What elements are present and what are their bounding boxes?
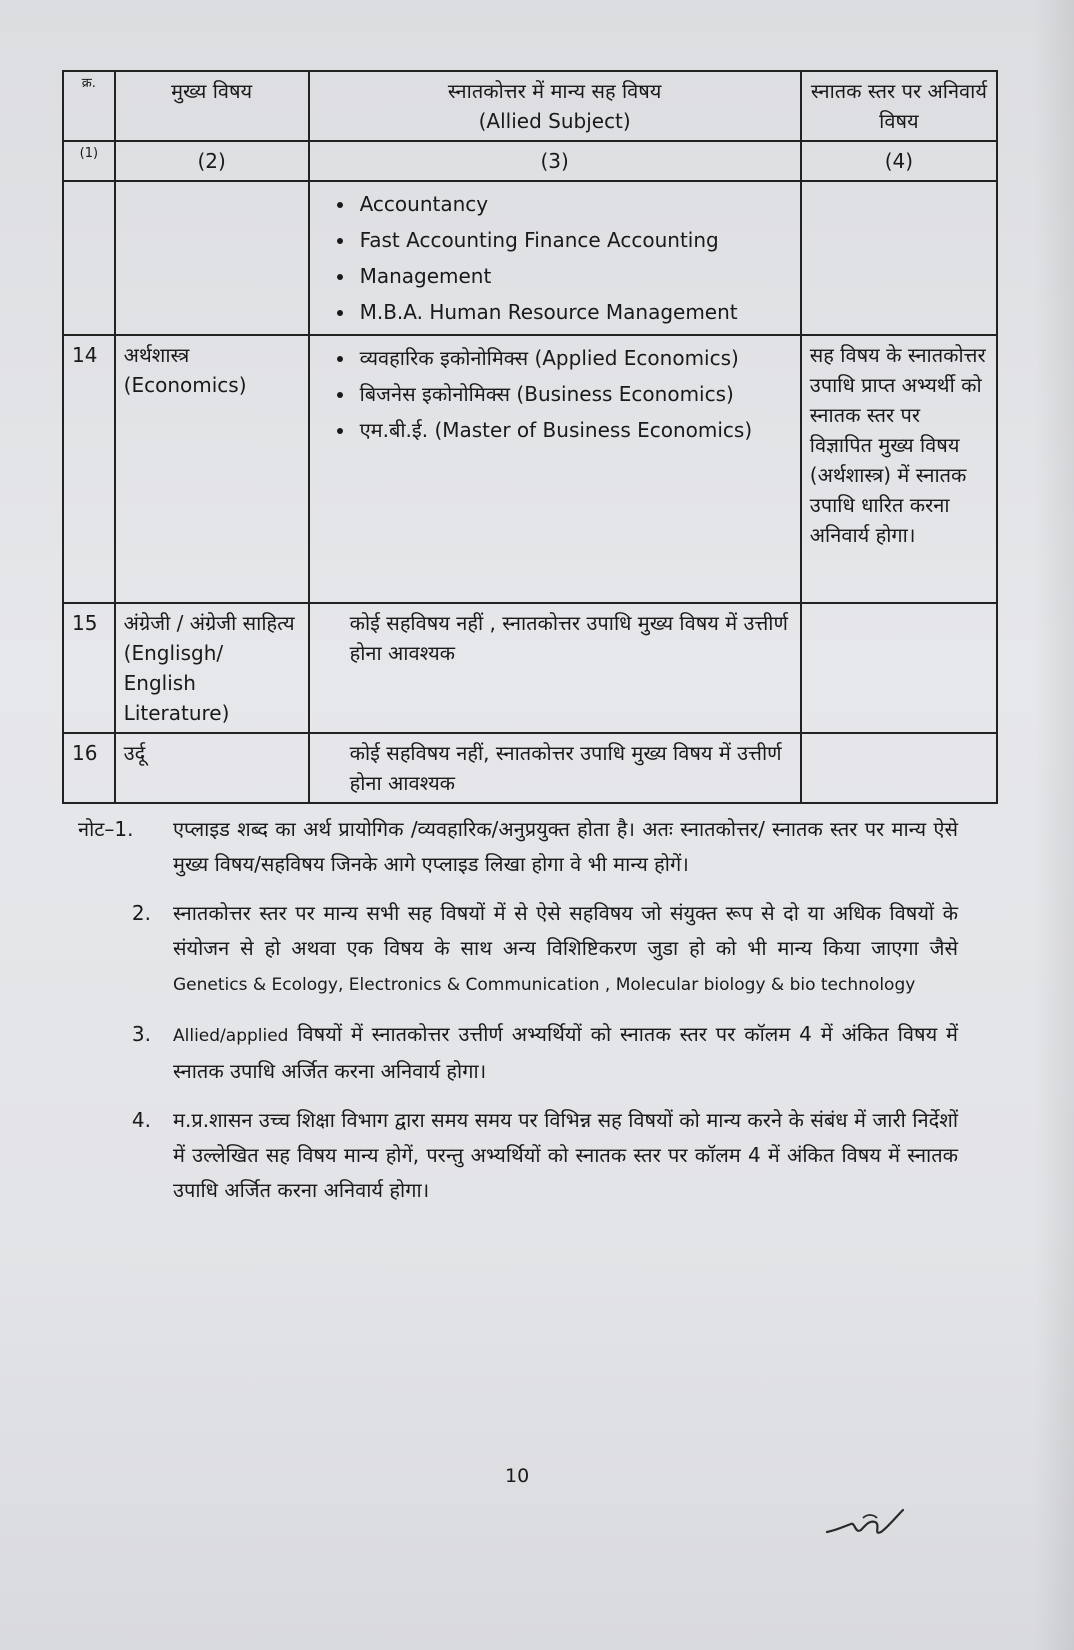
row-mandatory bbox=[801, 603, 997, 733]
note-2-text bbox=[173, 896, 958, 1003]
table-row bbox=[63, 603, 997, 733]
note-1-text: एप्लाइड शब्द का अर्थ प्रायोगिक /व्यवहारिक/अनुप्रयुक्त होता है। अतः स्नातकोत्तर/ स्नातक स्तर पर मान्य ऐसे मुख्य विषय/सहविषय जिनके आगे एप्लाइड लिखा होगा वे भी मान्य होगें। bbox=[173, 817, 958, 876]
note-3 bbox=[78, 1017, 958, 1089]
col-num-1: (1) bbox=[63, 141, 115, 181]
row-num bbox=[63, 181, 115, 335]
header-mandatory-subject: स्नातक स्तर पर अनिवार्य विषय bbox=[801, 71, 997, 141]
note-4 bbox=[78, 1103, 958, 1208]
col-num-4: (4) bbox=[801, 141, 997, 181]
row-allied: कोई सहविषय नहीं, स्नातकोत्तर उपाधि मुख्य विषय में उत्तीर्ण होना आवश्यक bbox=[309, 733, 801, 803]
header-allied-line1: स्नातकोत्तर में मान्य सह विषय bbox=[447, 79, 662, 103]
note-2 bbox=[78, 896, 958, 1003]
list-item: • बिजनेस इकोनोमिक्स (Business Economics) bbox=[356, 376, 792, 412]
header-serial: क्र. bbox=[63, 71, 115, 141]
list-item: • व्यवहारिक इकोनोमिक्स (Applied Economics) bbox=[356, 340, 792, 376]
list-item: • Management bbox=[356, 258, 792, 294]
allied-list bbox=[318, 186, 792, 330]
row-allied bbox=[309, 335, 801, 603]
table-row bbox=[63, 181, 997, 335]
row-mandatory bbox=[801, 733, 997, 803]
row-num: 16 bbox=[63, 733, 115, 803]
signature-mark bbox=[825, 1500, 905, 1550]
row-subject: अंग्रेजी / अंग्रेजी साहित्य (Englisgh/ English Literature) bbox=[115, 603, 309, 733]
note-3-text bbox=[173, 1017, 958, 1089]
row-subject: उर्दू bbox=[115, 733, 309, 803]
list-item: • Accountancy bbox=[356, 186, 792, 222]
row-allied bbox=[309, 181, 801, 335]
row-mandatory: सह विषय के स्नातकोत्तर उपाधि प्राप्त अभ्यर्थी को स्नातक स्तर पर विज्ञापित मुख्य विषय (अर्थशास्त्र) में स्नातक उपाधि धारित करना अनिवार्य होगा। bbox=[801, 335, 997, 603]
header-main-subject: मुख्य विषय bbox=[115, 71, 309, 141]
note-2-english: Genetics & Ecology, Electronics & Communication , Molecular biology & bio technology bbox=[173, 975, 916, 995]
row-allied: कोई सहविषय नहीं , स्नातकोत्तर उपाधि मुख्य विषय में उत्तीर्ण होना आवश्यक bbox=[309, 603, 801, 733]
allied-list bbox=[318, 340, 792, 448]
notes-section bbox=[78, 812, 958, 1222]
note-1-label: नोट–1. bbox=[78, 817, 134, 841]
note-2-hindi: स्नातकोत्तर स्तर पर मान्य सभी सह विषयों में से ऐसे सहविषय जो संयुक्त रूप से दो या अधिक विषयों के संयोजन से हो अथवा एक विषय के साथ अन्य विशिष्टिकरण जुडा हो को भी मान्य किया जाएगा जैसे bbox=[173, 901, 958, 960]
row-subject: अर्थशास्त्र (Economics) bbox=[115, 335, 309, 603]
list-item: • M.B.A. Human Resource Management bbox=[356, 294, 792, 330]
note-1 bbox=[78, 812, 958, 882]
col-num-3: (3) bbox=[309, 141, 801, 181]
table-row bbox=[63, 335, 997, 603]
column-number-row bbox=[63, 141, 997, 181]
row-num: 14 bbox=[63, 335, 115, 603]
note-4-text: म.प्र.शासन उच्च शिक्षा विभाग द्वारा समय समय पर विभिन्न सह विषयों को मान्य करने के संबंध में जारी निर्देशों में उल्लेखित सह विषय मान्य होगें, परन्तु अभ्यर्थियों को स्नातक स्तर पर कॉलम 4 में अंकित विषय में स्नातक उपाधि अर्जित करना अनिवार्य होगा। bbox=[173, 1108, 958, 1202]
list-item: • Fast Accounting Finance Accounting bbox=[356, 222, 792, 258]
row-subject bbox=[115, 181, 309, 335]
note-3-hindi: विषयों में स्नातकोत्तर उत्तीर्ण अभ्यर्थियों को स्नातक स्तर पर कॉलम 4 में अंकित विषय में स्नातक उपाधि अर्जित करना अनिवार्य होगा। bbox=[173, 1022, 959, 1083]
note-3-english: Allied/applied bbox=[173, 1026, 289, 1046]
list-item: • एम.बी.ई. (Master of Business Economics) bbox=[356, 412, 792, 448]
page-number: 10 bbox=[505, 1465, 530, 1487]
row-num: 15 bbox=[63, 603, 115, 733]
note-3-label: 3. bbox=[131, 1022, 151, 1046]
allied-subjects-table bbox=[62, 70, 998, 804]
note-4-label: 4. bbox=[131, 1108, 151, 1132]
row-mandatory bbox=[801, 181, 997, 335]
note-2-label: 2. bbox=[131, 901, 151, 925]
col-num-2: (2) bbox=[115, 141, 309, 181]
header-allied-subject bbox=[309, 71, 801, 141]
table-row bbox=[63, 733, 997, 803]
header-allied-line2: (Allied Subject) bbox=[478, 109, 631, 133]
page-edge-shadow bbox=[1034, 0, 1074, 1650]
table-header-row bbox=[63, 71, 997, 141]
